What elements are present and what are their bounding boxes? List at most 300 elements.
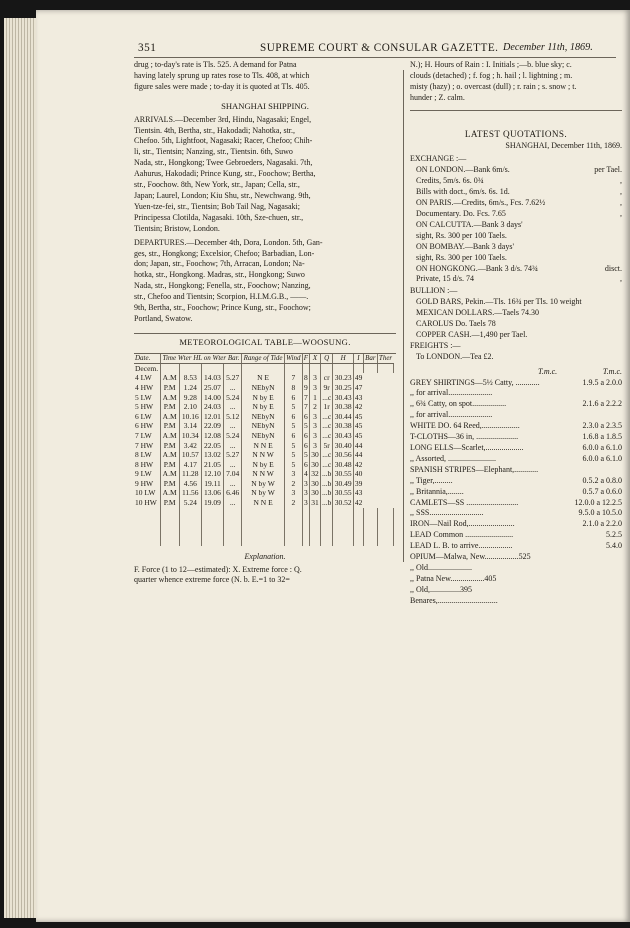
quote-value: , xyxy=(620,187,622,197)
met-cell: 30.55 xyxy=(334,488,352,498)
text-line: Nada, str., Hongkong; Fenella, str., Foochow; Nanzing, xyxy=(134,281,311,291)
met-cell: 8 xyxy=(284,383,302,393)
text-line: Principessa Clotilda, Nagasaki. 10th, Sze-chuen, str., xyxy=(134,212,304,222)
quotations-heading: LATEST QUOTATIONS. xyxy=(464,128,568,139)
met-row xyxy=(134,488,396,498)
met-cell: 6 xyxy=(304,440,308,450)
met-header-row xyxy=(134,354,396,364)
met-cell: 3.42 xyxy=(179,441,201,451)
quote-item: LONG ELLS—Scarlet,................... xyxy=(410,443,524,452)
quote-value: 5.4.0 xyxy=(606,541,622,551)
quote-item: ,, Britannia,........ xyxy=(410,486,464,496)
text-line: Tientsin. 4th, Bertha, str., Hakodadi; Nahotka, str., xyxy=(134,125,296,135)
quote-value: 1.9.5 a 2.0.0 xyxy=(582,377,622,387)
met-cell: 44 xyxy=(354,440,363,450)
met-cell: A.M xyxy=(160,469,179,479)
met-cell: 21.05 xyxy=(201,460,223,470)
met-cell: 5.12 xyxy=(224,412,242,422)
met-cell: 11.28 xyxy=(179,469,201,479)
quote-line xyxy=(410,541,622,552)
explanation-heading: Explanation. xyxy=(244,551,286,561)
met-cell: 6 LW xyxy=(135,411,152,421)
quote-item: ,, 6¾ Catty, on spot................. xyxy=(410,399,507,409)
met-cell: 43 xyxy=(354,392,363,402)
met-cell: 19.11 xyxy=(201,479,223,489)
page-title: SUPREME COURT & CONSULAR GAZETTE. xyxy=(260,42,499,54)
met-cell: 30.55 xyxy=(334,469,352,479)
met-cell: NEbyN xyxy=(242,383,285,393)
met-cell: 2 xyxy=(284,498,302,508)
met-cell: 3 xyxy=(304,488,308,498)
met-cell: 42 xyxy=(354,402,363,412)
met-cell: 13.06 xyxy=(201,488,223,498)
quote-item: ON LONDON.—Bank 6m/s. xyxy=(416,165,510,175)
met-cell: P.M xyxy=(160,441,179,451)
quotations-dateline: SHANGHAI, December 11th, 1869. xyxy=(505,140,622,150)
quote-line xyxy=(410,574,622,585)
quote-line xyxy=(416,330,622,341)
quote-value: 2.1.0 a 2.2.0 xyxy=(582,519,622,529)
met-cell: 24.03 xyxy=(201,402,223,412)
quote-item: OPIUM—Malwa, New.................525 xyxy=(410,552,531,562)
header-rule xyxy=(134,57,616,58)
quote-item: LEAD L. B. to arrive................. xyxy=(410,541,513,551)
quote-item: ,, for arrival...................... xyxy=(410,388,493,398)
met-cell: 30 xyxy=(311,450,319,460)
met-row xyxy=(134,460,396,470)
met-header-cell: F xyxy=(303,353,309,362)
quote-line xyxy=(416,176,622,187)
quote-value: 2.3.0 a 2.3.5 xyxy=(582,421,622,431)
met-cell: ...c xyxy=(322,411,332,421)
met-cell: NEbyN xyxy=(242,431,285,441)
exchange-heading: EXCHANGE :— xyxy=(410,154,467,164)
quote-value: 2.1.6 a 2.2.2 xyxy=(582,399,622,409)
met-cell: N N W xyxy=(242,469,285,479)
met-cell: A.M xyxy=(160,373,179,383)
price-col-heads xyxy=(410,367,622,378)
text-line: misty (hazy) ; o. overcast (dull) ; r. rain ; s. snow ; t. xyxy=(410,81,577,91)
met-cell: 9 xyxy=(304,382,308,392)
met-cell: N N W xyxy=(242,450,285,460)
met-cell: 30.43 xyxy=(334,392,352,402)
departures-text xyxy=(134,238,396,325)
met-cell: 6 HW xyxy=(135,421,154,431)
bullion-list xyxy=(410,297,622,341)
met-cell: 3 xyxy=(310,412,321,422)
met-cell: 9r xyxy=(320,383,333,393)
quote-line xyxy=(410,476,622,487)
text-line: F. Force (1 to 12—estimated): X. Extreme force : Q. xyxy=(134,564,302,574)
met-cell: ...b xyxy=(321,478,332,488)
quote-item: ON HONGKONG.—Bank 3 d/s. 74¾ xyxy=(416,263,538,273)
met-cell: 30.25 xyxy=(334,382,352,392)
met-cell: N by W xyxy=(242,479,285,489)
met-header-cell: Time Wter HL on Wter Bar. xyxy=(160,354,242,364)
met-cell: 5 HW xyxy=(135,402,154,412)
met-row xyxy=(134,441,396,451)
met-cell: 30.40 xyxy=(334,440,352,450)
quote-line xyxy=(410,432,622,443)
quote-item: ,, SSS........................... xyxy=(410,508,484,518)
met-cell: 7 HW xyxy=(135,440,154,450)
bullion-heading: BULLION :— xyxy=(410,286,458,296)
met-cell: 3.14 xyxy=(179,421,201,431)
quote-line xyxy=(416,209,622,220)
met-cell: 10 LW xyxy=(135,488,156,498)
quote-item: ,, Old...................... xyxy=(410,562,472,572)
exchange-list xyxy=(410,165,622,285)
met-cell: N by E xyxy=(242,402,285,412)
quote-line xyxy=(416,308,622,319)
met-cell: P.M xyxy=(160,479,179,489)
quote-value: 0.5.2 a 0.8.0 xyxy=(582,475,622,485)
quote-item: CAROLUS Do. Taels 78 xyxy=(416,319,496,329)
met-cell: P.M xyxy=(160,383,179,393)
met-cell: 5r xyxy=(320,441,333,451)
met-cell: NEbyN xyxy=(242,421,285,431)
met-cell: 30.56 xyxy=(334,450,352,460)
met-cell: NEbyN xyxy=(242,412,285,422)
col-head: T.m.c. xyxy=(538,366,558,376)
text-line: hotka, str., Hongkong. Madras, str., Hongkong; Suwo xyxy=(134,270,305,280)
quote-line xyxy=(410,487,622,498)
met-cell: P.M xyxy=(160,402,179,412)
met-cell: N N E xyxy=(242,441,285,451)
met-cell: 5.24 xyxy=(224,431,242,441)
met-cell: 5 LW xyxy=(135,392,152,402)
met-cell: A.M xyxy=(160,488,179,498)
met-cell: 30.49 xyxy=(334,478,352,488)
met-cell: ... xyxy=(224,441,242,451)
quote-line xyxy=(416,242,622,253)
met-cell: 1.24 xyxy=(179,383,201,393)
text-line: Japan; Laurel, London; Kiu Shu, str., Newchwang. 9th, xyxy=(134,190,311,200)
met-cell: ... xyxy=(224,402,242,412)
met-cell: ...c xyxy=(322,421,332,431)
met-cell: 30 xyxy=(311,478,319,488)
met-cell: 12.01 xyxy=(201,412,223,422)
page-number: 351 xyxy=(138,42,157,54)
quote-line xyxy=(410,421,622,432)
met-cell: 3 xyxy=(310,441,321,451)
quote-value: , xyxy=(620,208,622,218)
met-cell: ...b xyxy=(321,469,332,479)
quote-line xyxy=(410,388,622,399)
quote-line xyxy=(416,220,622,231)
met-cell: A.M xyxy=(160,450,179,460)
met-cell: 3 xyxy=(304,498,308,508)
arrivals-text xyxy=(134,115,396,235)
met-cell: 30.48 xyxy=(334,459,352,469)
met-cell: 31 xyxy=(311,498,319,508)
met-cell: 1r xyxy=(320,402,333,412)
met-cell: ...c xyxy=(322,430,332,440)
met-cell: ...c xyxy=(322,392,332,402)
met-cell: 10 HW xyxy=(135,498,157,508)
weather-key-text xyxy=(410,60,622,104)
quote-line xyxy=(416,274,622,285)
met-cell: 42 xyxy=(354,498,363,508)
met-cell: ...c xyxy=(322,450,332,460)
met-row xyxy=(134,383,396,393)
met-cell: 3 xyxy=(310,431,321,441)
met-cell: N by W xyxy=(242,488,285,498)
text-line: Tientsin; Bristow, London. xyxy=(134,223,220,233)
met-cell: 5 xyxy=(304,421,308,431)
met-header-cell: Wind xyxy=(286,353,301,362)
quote-item: ,, for arrival...................... xyxy=(410,410,493,420)
met-cell: 6.46 xyxy=(224,488,242,498)
quote-item: IRON—Nail Rod,....................... xyxy=(410,519,515,529)
quote-item: Private, 15 d/s. 74 xyxy=(416,274,474,284)
quote-line xyxy=(416,253,622,264)
quote-value: per Tael. xyxy=(594,165,622,175)
met-cell: 5.27 xyxy=(224,373,242,383)
met-cell: 2 xyxy=(310,402,321,412)
quote-line xyxy=(416,231,622,242)
quote-line xyxy=(410,596,622,607)
met-header-cell: I xyxy=(353,354,363,364)
met-row xyxy=(134,373,396,383)
quote-line xyxy=(410,530,622,541)
quote-line xyxy=(410,563,622,574)
met-cell: 3 xyxy=(310,373,321,383)
met-header-cell: Date. xyxy=(134,354,160,364)
met-cell: 44 xyxy=(354,450,363,460)
met-cell: 5 xyxy=(284,421,302,431)
shipping-heading: SHANGHAI SHIPPING. xyxy=(221,100,309,111)
quote-value: , xyxy=(620,198,622,208)
met-cell: 5 xyxy=(284,450,302,460)
quote-line xyxy=(410,585,622,596)
met-body xyxy=(134,363,396,545)
quote-line xyxy=(410,399,622,410)
met-cell: 4.17 xyxy=(179,460,201,470)
met-header-cell: Bar xyxy=(365,353,376,362)
quote-item: COPPER CASH.—1,490 per Tael. xyxy=(416,329,528,339)
met-cell: 3 xyxy=(310,383,321,393)
met-cell: 7 xyxy=(284,373,302,383)
met-cell: ... xyxy=(224,498,242,508)
page-date: December 11th, 1869. xyxy=(503,42,593,53)
met-cell: cr xyxy=(320,373,333,383)
met-cell: 6 xyxy=(284,412,302,422)
met-cell: 5 xyxy=(284,402,302,412)
met-cell: ... xyxy=(224,479,242,489)
quote-item: Credits, 5m/s. 6s. 0¾ xyxy=(416,176,484,186)
met-cell: 5.27 xyxy=(224,450,242,460)
met-cell: 3 xyxy=(310,421,321,431)
met-cell: 39 xyxy=(354,478,363,488)
met-cell: 9 LW xyxy=(135,469,152,479)
quote-item: sight, Rs. 300 per 100 Taels. xyxy=(416,252,507,262)
quote-line xyxy=(416,319,622,330)
left-column xyxy=(134,60,396,586)
met-cell: 45 xyxy=(354,430,363,440)
met-cell: 7 xyxy=(304,402,308,412)
quote-line xyxy=(416,187,622,198)
quote-line xyxy=(410,465,622,476)
quote-value: , xyxy=(620,274,622,284)
met-cell: N E xyxy=(242,373,285,383)
met-cell: 5 xyxy=(284,460,302,470)
goods-price-list xyxy=(410,378,622,607)
met-cell: 40 xyxy=(354,469,363,479)
met-cell: 7 xyxy=(304,392,308,402)
quote-item: ON BOMBAY.—Bank 3 days' xyxy=(416,241,514,251)
quote-item: Benares,.............................. xyxy=(410,595,498,605)
met-cell: 1 xyxy=(310,393,321,403)
met-cell: 4.56 xyxy=(179,479,201,489)
met-row xyxy=(134,479,396,489)
text-line: clouds (detached) ; f. fog ; h. hail ; l. lightning ; m. xyxy=(410,70,573,80)
quote-item: Bills with doct., 6m/s. 6s. 1d. xyxy=(416,187,510,197)
met-cell: 8 xyxy=(304,373,308,383)
quote-line xyxy=(410,378,622,389)
quote-line xyxy=(410,498,622,509)
quote-item: ,, Patna New.................405 xyxy=(410,573,497,583)
met-cell: 7 LW xyxy=(135,430,152,440)
quote-line xyxy=(416,165,622,176)
met-cell: 45 xyxy=(354,411,363,421)
met-cell: 3 xyxy=(304,478,308,488)
text-line: don; Japan, str., Foochow; 7th, Arracan, London; Na- xyxy=(134,259,305,269)
quote-line xyxy=(416,264,622,275)
met-cell: A.M xyxy=(160,412,179,422)
met-header-cell: H xyxy=(333,354,353,364)
met-cell: 5.24 xyxy=(224,393,242,403)
met-cell: ...b xyxy=(321,488,332,498)
text-line: Chefoo. 5th, Lightfoot, Nagasaki; Racer, Chefoo; Chih- xyxy=(134,136,313,146)
met-cell: 19.09 xyxy=(201,498,223,508)
quote-value: 6.0.0 a 6.1.0 xyxy=(582,453,622,463)
section-rule xyxy=(134,333,396,334)
quote-line xyxy=(410,454,622,465)
met-cell: 6 xyxy=(284,393,302,403)
met-cell: ... xyxy=(224,383,242,393)
met-cell: 32 xyxy=(311,469,319,479)
section-rule-right xyxy=(410,110,622,111)
met-cell: 30 xyxy=(311,488,319,498)
text-line: DEPARTURES.—December 4th, Dora, London. 5th, Gan- xyxy=(134,237,323,247)
text-line: figure sales were made ; to-day it is quoted at Tls. 405. xyxy=(134,81,310,91)
quote-item: ON CALCUTTA.—Bank 3 days' xyxy=(416,219,523,229)
met-cell: 5 xyxy=(304,450,308,460)
met-cell: 30.43 xyxy=(334,430,352,440)
met-cell: 8 LW xyxy=(135,450,152,460)
quote-item: GREY SHIRTINGS—5½ Catty, ............ xyxy=(410,377,540,387)
met-row xyxy=(134,469,396,479)
met-cell: 2.10 xyxy=(179,402,201,412)
quote-line xyxy=(410,443,622,454)
quote-item: MEXICAN DOLLARS.—Taels 74.30 xyxy=(416,308,539,318)
met-header-cell: X xyxy=(310,354,321,364)
quote-value: disct. xyxy=(604,263,622,273)
quote-item: LEAD Common ........................ xyxy=(410,530,514,540)
quote-item: Documentary. Do. Fcs. 7.65 xyxy=(416,208,506,218)
met-cell: A.M xyxy=(160,393,179,403)
met-cell: 14.00 xyxy=(201,393,223,403)
met-cell: 30.44 xyxy=(334,411,352,421)
met-cell: 8 HW xyxy=(135,459,154,469)
quote-value: , xyxy=(620,176,622,186)
text-line: 9th, Bertha, str., Foochow; Prince Kung, str., Foochow; xyxy=(134,303,311,313)
met-cell: 10.16 xyxy=(179,412,201,422)
met-cell: 30.52 xyxy=(334,498,352,508)
met-cell: 12.10 xyxy=(201,469,223,479)
met-cell: 10.57 xyxy=(179,450,201,460)
freights-heading: FREIGHTS :— xyxy=(410,340,461,350)
quote-item: CAMLETS—SS .......................... xyxy=(410,497,519,507)
met-cell: P.M xyxy=(160,498,179,508)
quote-item: ,, Assorted, ........................ xyxy=(410,453,496,463)
quote-line xyxy=(410,508,622,519)
met-row xyxy=(134,431,396,441)
met-cell: ... xyxy=(224,421,242,431)
met-cell: ...c xyxy=(322,459,332,469)
explanation-text xyxy=(134,565,396,587)
meteorological-table xyxy=(134,353,396,546)
quote-value: 0.5.7 a 0.6.0 xyxy=(582,486,622,496)
met-cell: 30.23 xyxy=(334,373,352,383)
quote-line xyxy=(416,198,622,209)
met-cell: 43 xyxy=(354,488,363,498)
met-cell: 11.56 xyxy=(179,488,201,498)
text-line: ges, str., Hongkong; Excelsior, Chefoo; Barbadian, Lon- xyxy=(134,248,315,258)
met-cell: 6 xyxy=(304,430,308,440)
quote-value: 6.0.0 a 6.1.0 xyxy=(582,443,622,452)
met-cell: 45 xyxy=(354,421,363,431)
text-line: Nada, str., Hongkong; Twee Gebroeders, Nagasaki. 7th, xyxy=(134,158,313,168)
quote-line xyxy=(410,552,622,563)
met-month: Decem. xyxy=(135,363,159,373)
met-cell: 4 LW xyxy=(135,373,152,383)
quote-line xyxy=(410,519,622,530)
col-head: T.m.c. xyxy=(602,366,622,376)
text-line: Aahurus, Hakodadi; Prince Kung, str., Foochow; Bertha, xyxy=(134,169,316,179)
met-cell: A.M xyxy=(160,431,179,441)
quote-value: 12.0.0 a 12.2.5 xyxy=(574,497,622,507)
text-line: str., Foochow. 8th, New York, str., Japan; Cella, str., xyxy=(134,180,300,190)
quote-item: ON PARIS.—Credits, 6m/s., Fcs. 7.62½ xyxy=(416,198,546,208)
met-cell: 6 xyxy=(304,411,308,421)
column-divider xyxy=(403,70,404,562)
quote-line xyxy=(416,297,622,308)
met-cell: 5.24 xyxy=(179,498,201,508)
met-cell: 13.02 xyxy=(201,450,223,460)
text-line: str., Chefoo and Tientsin; Scorpion, H.I.M.G.B., ——. xyxy=(134,292,309,302)
met-cell: ... xyxy=(224,460,242,470)
text-line: ARRIVALS.—December 3rd, Hindu, Nagasaki; Engel, xyxy=(134,114,312,124)
met-cell: 9.28 xyxy=(179,393,201,403)
text-line: quarter whence extreme force (N. b. E.=1 to 32= xyxy=(134,575,290,585)
text-line: hunder ; Z. calm. xyxy=(410,92,465,102)
met-cell: 2 xyxy=(284,479,302,489)
met-cell: N N E xyxy=(242,498,285,508)
market-intro xyxy=(134,60,396,93)
met-cell: 25.07 xyxy=(201,383,223,393)
met-cell: 10.34 xyxy=(179,431,201,441)
gazette-sheet xyxy=(36,10,630,922)
met-cell: 14.03 xyxy=(201,373,223,383)
met-cell: P.M xyxy=(160,460,179,470)
met-cell: 3 xyxy=(284,488,302,498)
met-header-cell: Ther xyxy=(378,353,393,362)
text-line: Portland, Swatow. xyxy=(134,313,193,323)
right-column xyxy=(410,60,622,607)
met-cell: 47 xyxy=(354,382,363,392)
